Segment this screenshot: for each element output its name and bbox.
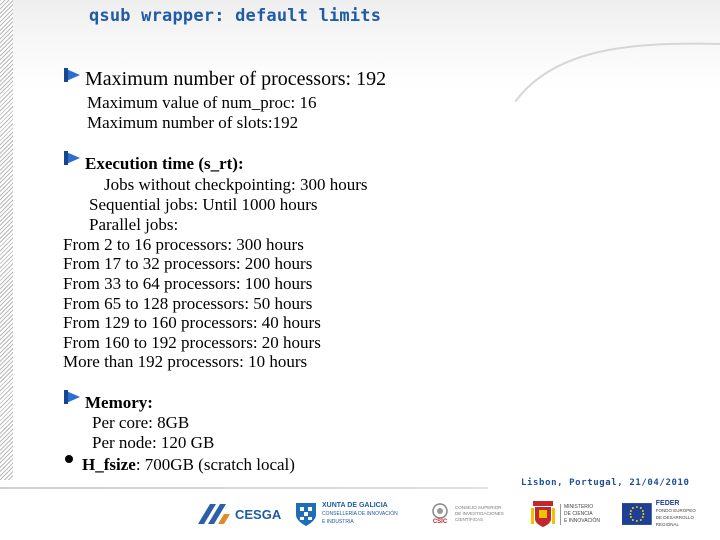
feder-logo-line: FEDER [655,500,680,507]
exec-time-line: More than 192 processors: 10 hours [63,352,308,371]
exec-time-line: Jobs without checkpointing: 300 hours [104,175,368,194]
exec-time-line: From 65 to 128 processors: 50 hours [63,294,313,313]
exec-time-line: From 129 to 160 processors: 40 hours [63,313,321,332]
csic-emblem-icon [430,503,450,519]
spain-coat-of-arms-icon [530,499,556,529]
presentation-date: Lisbon, Portugal, 21/04/2010 [521,478,690,488]
xunta-logo-line: E INDUSTRIA [322,519,354,525]
exec-time-line: From 2 to 16 processors: 300 hours [63,235,304,254]
feder-logo-line: DE DESARROLLO REGIONAL [655,515,695,527]
memory-line: Per core: 8GB [92,413,190,432]
exec-time-line: From 33 to 64 processors: 100 hours [63,274,313,293]
csic-logo-line: CIENTÍFICAS [455,517,484,522]
exec-time-line: Parallel jobs: [89,215,179,234]
cesga-logo-icon [196,502,232,526]
cesga-logo [196,498,288,530]
xunta-logo-line: CONSELLERÍA DE INNOVACIÓN [322,511,398,517]
processors-line: Maximum value of num_proc: 16 [87,93,317,112]
exec-time-line: From 17 to 32 processors: 200 hours [63,254,313,273]
exec-time-heading: Execution time (s_rt): [85,154,244,173]
csic-logo-line: DE INVESTIGACIONES [455,511,504,516]
h-fsize-value: : 700GB (scratch local) [135,455,295,474]
csic-logo-line: CONSEJO SUPERIOR [455,505,502,510]
xunta-logo-line: XUNTA DE GALICIA [322,502,388,509]
bullet-arrow-icon [64,151,80,165]
cesga-logo-text: CESGA [235,506,282,522]
ministerio-logo-line: MINISTERIO [564,503,594,510]
bullet-dot-icon [65,455,73,463]
feder-logo-line: FONDO EUROPEO [655,508,696,513]
csic-logo [430,498,525,530]
csic-logo-text: CSIC [432,519,448,525]
slide-title: qsub wrapper: default limits [89,6,382,26]
processors-heading: Maximum number of processors: 192 [85,68,387,90]
h-fsize-line [82,455,295,475]
h-fsize-label: H_fsize [82,455,136,474]
bullet-arrow-icon [64,68,80,82]
bullet-arrow-icon [64,390,80,404]
xunta-shield-icon [294,501,318,527]
memory-heading: Memory: [85,393,153,412]
ministerio-logo-line: DE CIENCIA [564,510,593,517]
left-decorative-stripe [0,0,13,480]
ministerio-logo [530,498,610,530]
exec-time-line: Sequential jobs: Until 1000 hours [89,195,318,214]
exec-time-line: From 160 to 192 processors: 20 hours [63,333,321,352]
eu-flag-icon [622,503,652,525]
memory-line: Per node: 120 GB [92,433,215,452]
ministerio-logo-line: E INNOVACIÓN [564,517,601,524]
corner-curve-decoration [515,42,720,102]
feder-eu-logo [622,498,718,530]
processors-line: Maximum number of slots:192 [87,113,299,132]
xunta-logo [294,498,412,530]
